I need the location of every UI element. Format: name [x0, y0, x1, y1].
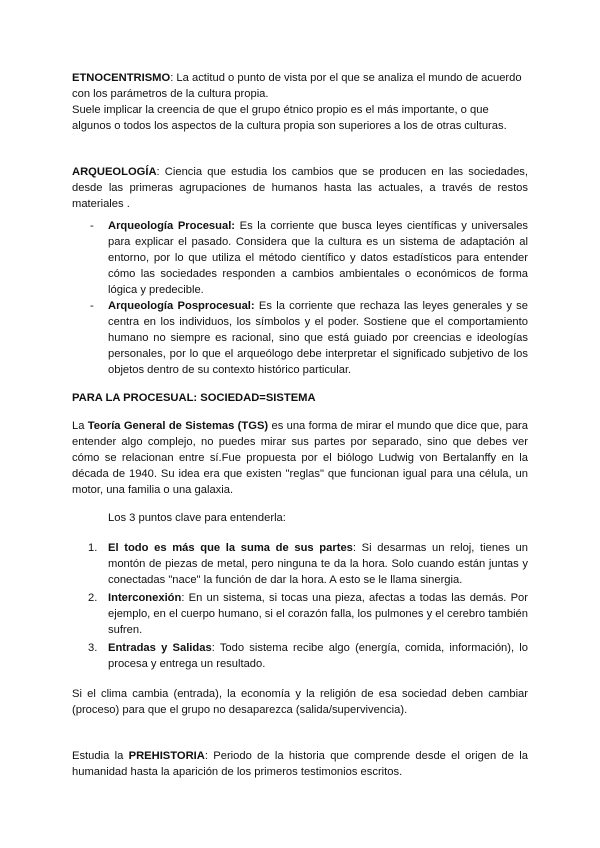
arqueologia-section: [72, 164, 528, 378]
document-page: [72, 70, 528, 780]
arqueologia-term: ARQUEOLOGÍA: [72, 166, 157, 178]
list-item: 3. Entradas y Salidas: Todo sistema recibe algo (energía, comida, información), lo procesa y entrega un resultado.: [88, 642, 529, 670]
tgs-closing: Si el clima cambia (entrada), la economía y la religión de esa sociedad deben cambiar (proceso) para que el grupo no desaparezca (salida/supervivencia).: [72, 688, 528, 716]
arqueologia-definition: ARQUEOLOGÍA: Ciencia que estudia los cambios que se producen en las sociedades, desde las primeras agrupaciones de humanos hasta las actuales, a través de restos materiales .: [72, 166, 528, 210]
arqueologia-list: [72, 218, 528, 378]
procesual-heading: PARA LA PROCESUAL: SOCIEDAD=SISTEMA: [72, 392, 316, 404]
dash-bullet: -: [90, 300, 94, 312]
etnocentrismo-term: ETNOCENTRISMO: [72, 72, 171, 84]
prehistoria-term: PREHISTORIA: [128, 750, 205, 762]
tgs-points-list: [72, 540, 528, 672]
tgs-intro: La Teoría General de Sistemas (TGS) es una forma de mirar el mundo que dice que, para entender algo complejo, no puedes mirar sus partes por separado, sino que debes ver cómo se relacionan entre sí.Fue propuesta por el biólogo Ludwig von Bertalanffy en la década de 1940. Su idea era que existen "reglas" que funcionan igual para una célula, un motor, una familia o una galaxia.: [72, 420, 528, 496]
prehistoria-definition: Estudia la PREHISTORIA: Periodo de la historia que comprende desde el origen de la humanidad hasta la aparición de los primeros testimonios escritos.: [72, 750, 528, 778]
etnocentrismo-section: [72, 70, 528, 134]
list-item: - Arqueología Procesual: Es la corriente que busca leyes científicas y universales para explicar el pasado. Considera que la cultura es un sistema de adaptación al entorno, por lo que utiliza el método científico y datos estadísticos para entender cómo las sociedades responden a cambios ambientales o económicos de forma lógica y predecible.: [90, 220, 529, 296]
tgs-term: Teoría General de Sistemas (TGS): [87, 420, 269, 432]
etnocentrismo-definition: ETNOCENTRISMO: La actitud o punto de vista por el que se analiza el mundo de acuerdo con los parámetros de la cultura propia.: [72, 72, 522, 100]
dash-bullet: -: [90, 220, 94, 232]
list-item: - Arqueología Posprocesual: Es la corriente que rechaza las leyes generales y se centra en los individuos, los símbolos y el poder. Sostiene que el comportamiento humano no siempre es racional, sino que está guiado por creencias e ideologías personales, por lo que el arqueólogo debe interpretar el significado subjetivo de los objetos dentro de su contexto histórico particular.: [90, 300, 528, 376]
list-item: 1. El todo es más que la suma de sus partes: Si desarmas un reloj, tienes un montón de piezas de metal, pero ninguna te da la hora. Solo cuando están juntas y conectadas "nace" la función de dar la hora. A esto se le llama sinergia.: [88, 542, 528, 586]
etnocentrismo-extra: Suele implicar la creencia de que el grupo étnico propio es el más importante, o que algunos o todos los aspectos de la cultura propia son superiores a los de otras culturas.: [72, 104, 507, 132]
tgs-section: [72, 418, 528, 718]
list-item: 2. Interconexión: En un sistema, si tocas una pieza, afectas a todas las demás. Por ejemplo, en el cuerpo humano, si el corazón falla, los pulmones y el cerebro también sufren.: [88, 592, 528, 636]
tgs-points-intro: Los 3 puntos clave para entenderla:: [108, 512, 286, 524]
